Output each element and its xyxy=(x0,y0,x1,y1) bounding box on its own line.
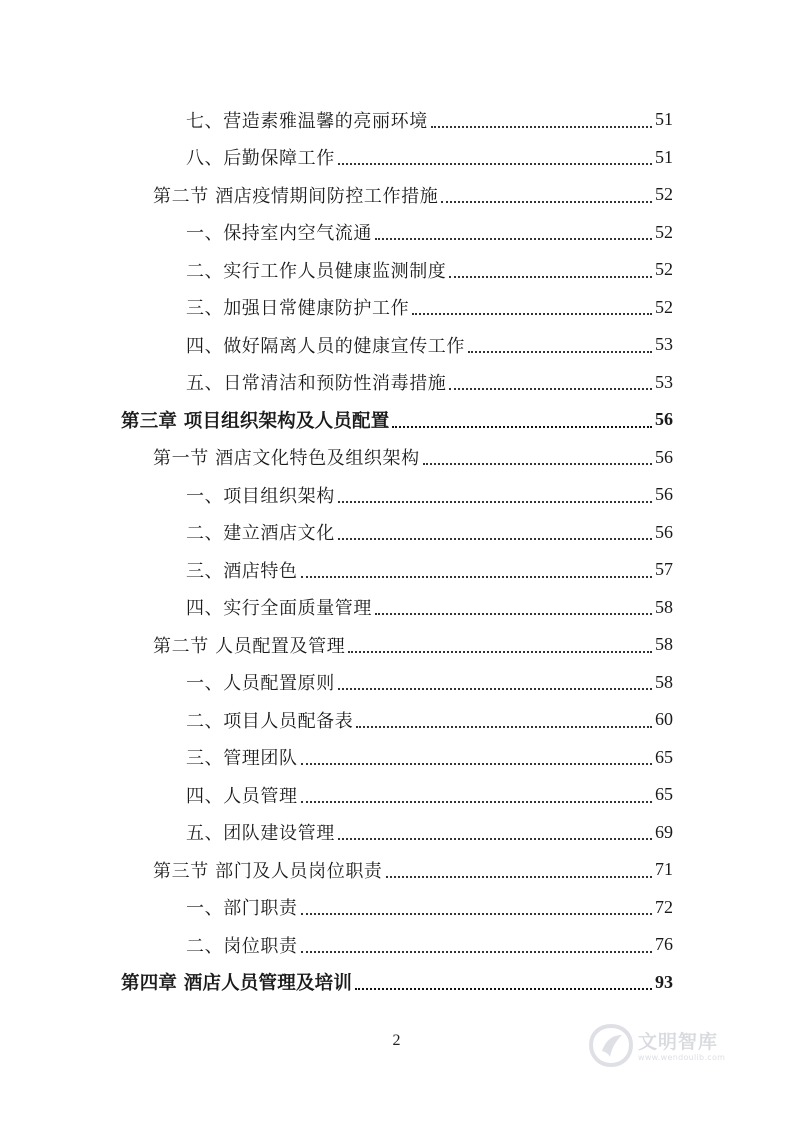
toc-entry-page-number: 58 xyxy=(655,671,673,692)
toc-entry-item[interactable] xyxy=(0,101,793,139)
watermark-logo-icon xyxy=(588,1023,634,1069)
toc-entry-title: 一、人员配置原则 xyxy=(186,673,335,695)
toc-entry-page-number: 76 xyxy=(655,934,673,955)
toc-entry-title: 第三章 项目组织架构及人员配置 xyxy=(121,410,390,432)
toc-dot-leader xyxy=(375,237,652,240)
toc-entry-item[interactable] xyxy=(0,251,793,289)
toc-entry-item[interactable] xyxy=(0,364,793,402)
toc-entry-title: 二、岗位职责 xyxy=(186,935,298,957)
toc-entry-item[interactable] xyxy=(0,889,793,927)
toc-entry-page-number: 56 xyxy=(655,409,673,430)
toc-entry-item[interactable] xyxy=(0,139,793,177)
toc-entry-title: 一、保持室内空气流通 xyxy=(186,223,372,245)
toc-entry-page-number: 57 xyxy=(655,559,673,580)
toc-entry-item[interactable] xyxy=(0,476,793,514)
toc-entry-section[interactable] xyxy=(0,439,793,477)
toc-entry-chapter[interactable] xyxy=(0,401,793,439)
toc-dot-leader xyxy=(449,387,652,390)
watermark xyxy=(588,1020,758,1072)
toc-dot-leader xyxy=(301,800,652,803)
toc-entry-title: 四、做好隔离人员的健康宣传工作 xyxy=(186,335,465,357)
toc-entry-title: 五、日常清洁和预防性消毒措施 xyxy=(186,373,447,395)
toc-dot-leader xyxy=(301,575,652,578)
toc-entry-title: 八、后勤保障工作 xyxy=(186,148,335,170)
toc-entry-page-number: 71 xyxy=(655,859,673,880)
toc-entry-title: 一、部门职责 xyxy=(186,898,298,920)
toc-dot-leader xyxy=(423,462,652,465)
watermark-name: 文明智库 xyxy=(638,1030,719,1053)
toc-entry-title: 第二节 人员配置及管理 xyxy=(153,635,346,657)
toc-entry-title: 一、项目组织架构 xyxy=(186,485,335,507)
toc-dot-leader xyxy=(441,200,652,203)
toc-entry-page-number: 60 xyxy=(655,709,673,730)
toc-entry-page-number: 58 xyxy=(655,634,673,655)
toc-entry-item[interactable] xyxy=(0,326,793,364)
toc-dot-leader xyxy=(386,875,652,878)
toc-entry-item[interactable] xyxy=(0,701,793,739)
toc-entry-page-number: 52 xyxy=(655,184,673,205)
toc-entry-title: 二、建立酒店文化 xyxy=(186,523,335,545)
toc-entry-title: 三、管理团队 xyxy=(186,748,298,770)
toc-entry-item[interactable] xyxy=(0,589,793,627)
toc-dot-leader xyxy=(301,762,652,765)
toc-entry-section[interactable] xyxy=(0,626,793,664)
toc-entry-title: 五、团队建设管理 xyxy=(186,823,335,845)
toc-entry-page-number: 65 xyxy=(655,784,673,805)
toc-entry-title: 三、加强日常健康防护工作 xyxy=(186,298,410,320)
page-number: 2 xyxy=(392,1032,401,1049)
toc-entry-title: 二、项目人员配备表 xyxy=(186,710,354,732)
toc-entry-item[interactable] xyxy=(0,926,793,964)
toc-entry-page-number: 52 xyxy=(655,296,673,317)
toc-entry-page-number: 56 xyxy=(655,521,673,542)
toc-entry-section[interactable] xyxy=(0,851,793,889)
toc-dot-leader xyxy=(338,162,652,165)
toc-dot-leader xyxy=(348,650,652,653)
toc-entry-item[interactable] xyxy=(0,514,793,552)
toc-dot-leader xyxy=(375,612,652,615)
toc-entry-title: 第四章 酒店人员管理及培训 xyxy=(121,973,353,995)
toc-dot-leader xyxy=(338,537,652,540)
toc-entry-title: 第二节 酒店疫情期间防控工作措施 xyxy=(153,185,439,207)
watermark-url: www.wendoulib.com xyxy=(638,1052,726,1062)
toc-dot-leader xyxy=(412,312,652,315)
toc-entry-page-number: 51 xyxy=(655,146,673,167)
toc-entry-chapter[interactable] xyxy=(0,964,793,1002)
toc-entry-page-number: 56 xyxy=(655,484,673,505)
toc-entry-page-number: 72 xyxy=(655,896,673,917)
toc-dot-leader xyxy=(356,725,652,728)
toc-entry-page-number: 53 xyxy=(655,334,673,355)
toc-entry-page-number: 52 xyxy=(655,259,673,280)
toc-entry-page-number: 51 xyxy=(655,109,673,130)
toc-dot-leader xyxy=(338,500,652,503)
table-of-contents xyxy=(0,101,793,1001)
toc-dot-leader xyxy=(301,950,652,953)
toc-dot-leader xyxy=(468,350,652,353)
toc-entry-item[interactable] xyxy=(0,664,793,702)
toc-dot-leader xyxy=(392,425,652,428)
toc-dot-leader xyxy=(338,687,652,690)
toc-entry-page-number: 53 xyxy=(655,371,673,392)
toc-entry-item[interactable] xyxy=(0,551,793,589)
toc-entry-title: 四、实行全面质量管理 xyxy=(186,598,372,620)
toc-entry-page-number: 93 xyxy=(655,971,673,992)
toc-entry-page-number: 56 xyxy=(655,446,673,467)
toc-entry-item[interactable] xyxy=(0,776,793,814)
toc-entry-page-number: 52 xyxy=(655,221,673,242)
toc-entry-title: 四、人员管理 xyxy=(186,785,298,807)
toc-dot-leader xyxy=(355,987,652,990)
toc-entry-title: 七、营造素雅温馨的亮丽环境 xyxy=(186,110,428,132)
toc-entry-page-number: 69 xyxy=(655,821,673,842)
toc-entry-item[interactable] xyxy=(0,739,793,777)
toc-dot-leader xyxy=(301,912,652,915)
toc-entry-title: 三、酒店特色 xyxy=(186,560,298,582)
toc-entry-item[interactable] xyxy=(0,289,793,327)
toc-entry-title: 二、实行工作人员健康监测制度 xyxy=(186,260,447,282)
toc-entry-page-number: 65 xyxy=(655,746,673,767)
toc-entry-title: 第三节 部门及人员岗位职责 xyxy=(153,860,383,882)
toc-dot-leader xyxy=(431,125,652,128)
toc-entry-page-number: 58 xyxy=(655,596,673,617)
toc-entry-section[interactable] xyxy=(0,176,793,214)
toc-dot-leader xyxy=(338,837,652,840)
toc-dot-leader xyxy=(449,275,652,278)
toc-entry-item[interactable] xyxy=(0,814,793,852)
toc-entry-item[interactable] xyxy=(0,214,793,252)
toc-entry-title: 第一节 酒店文化特色及组织架构 xyxy=(153,448,420,470)
